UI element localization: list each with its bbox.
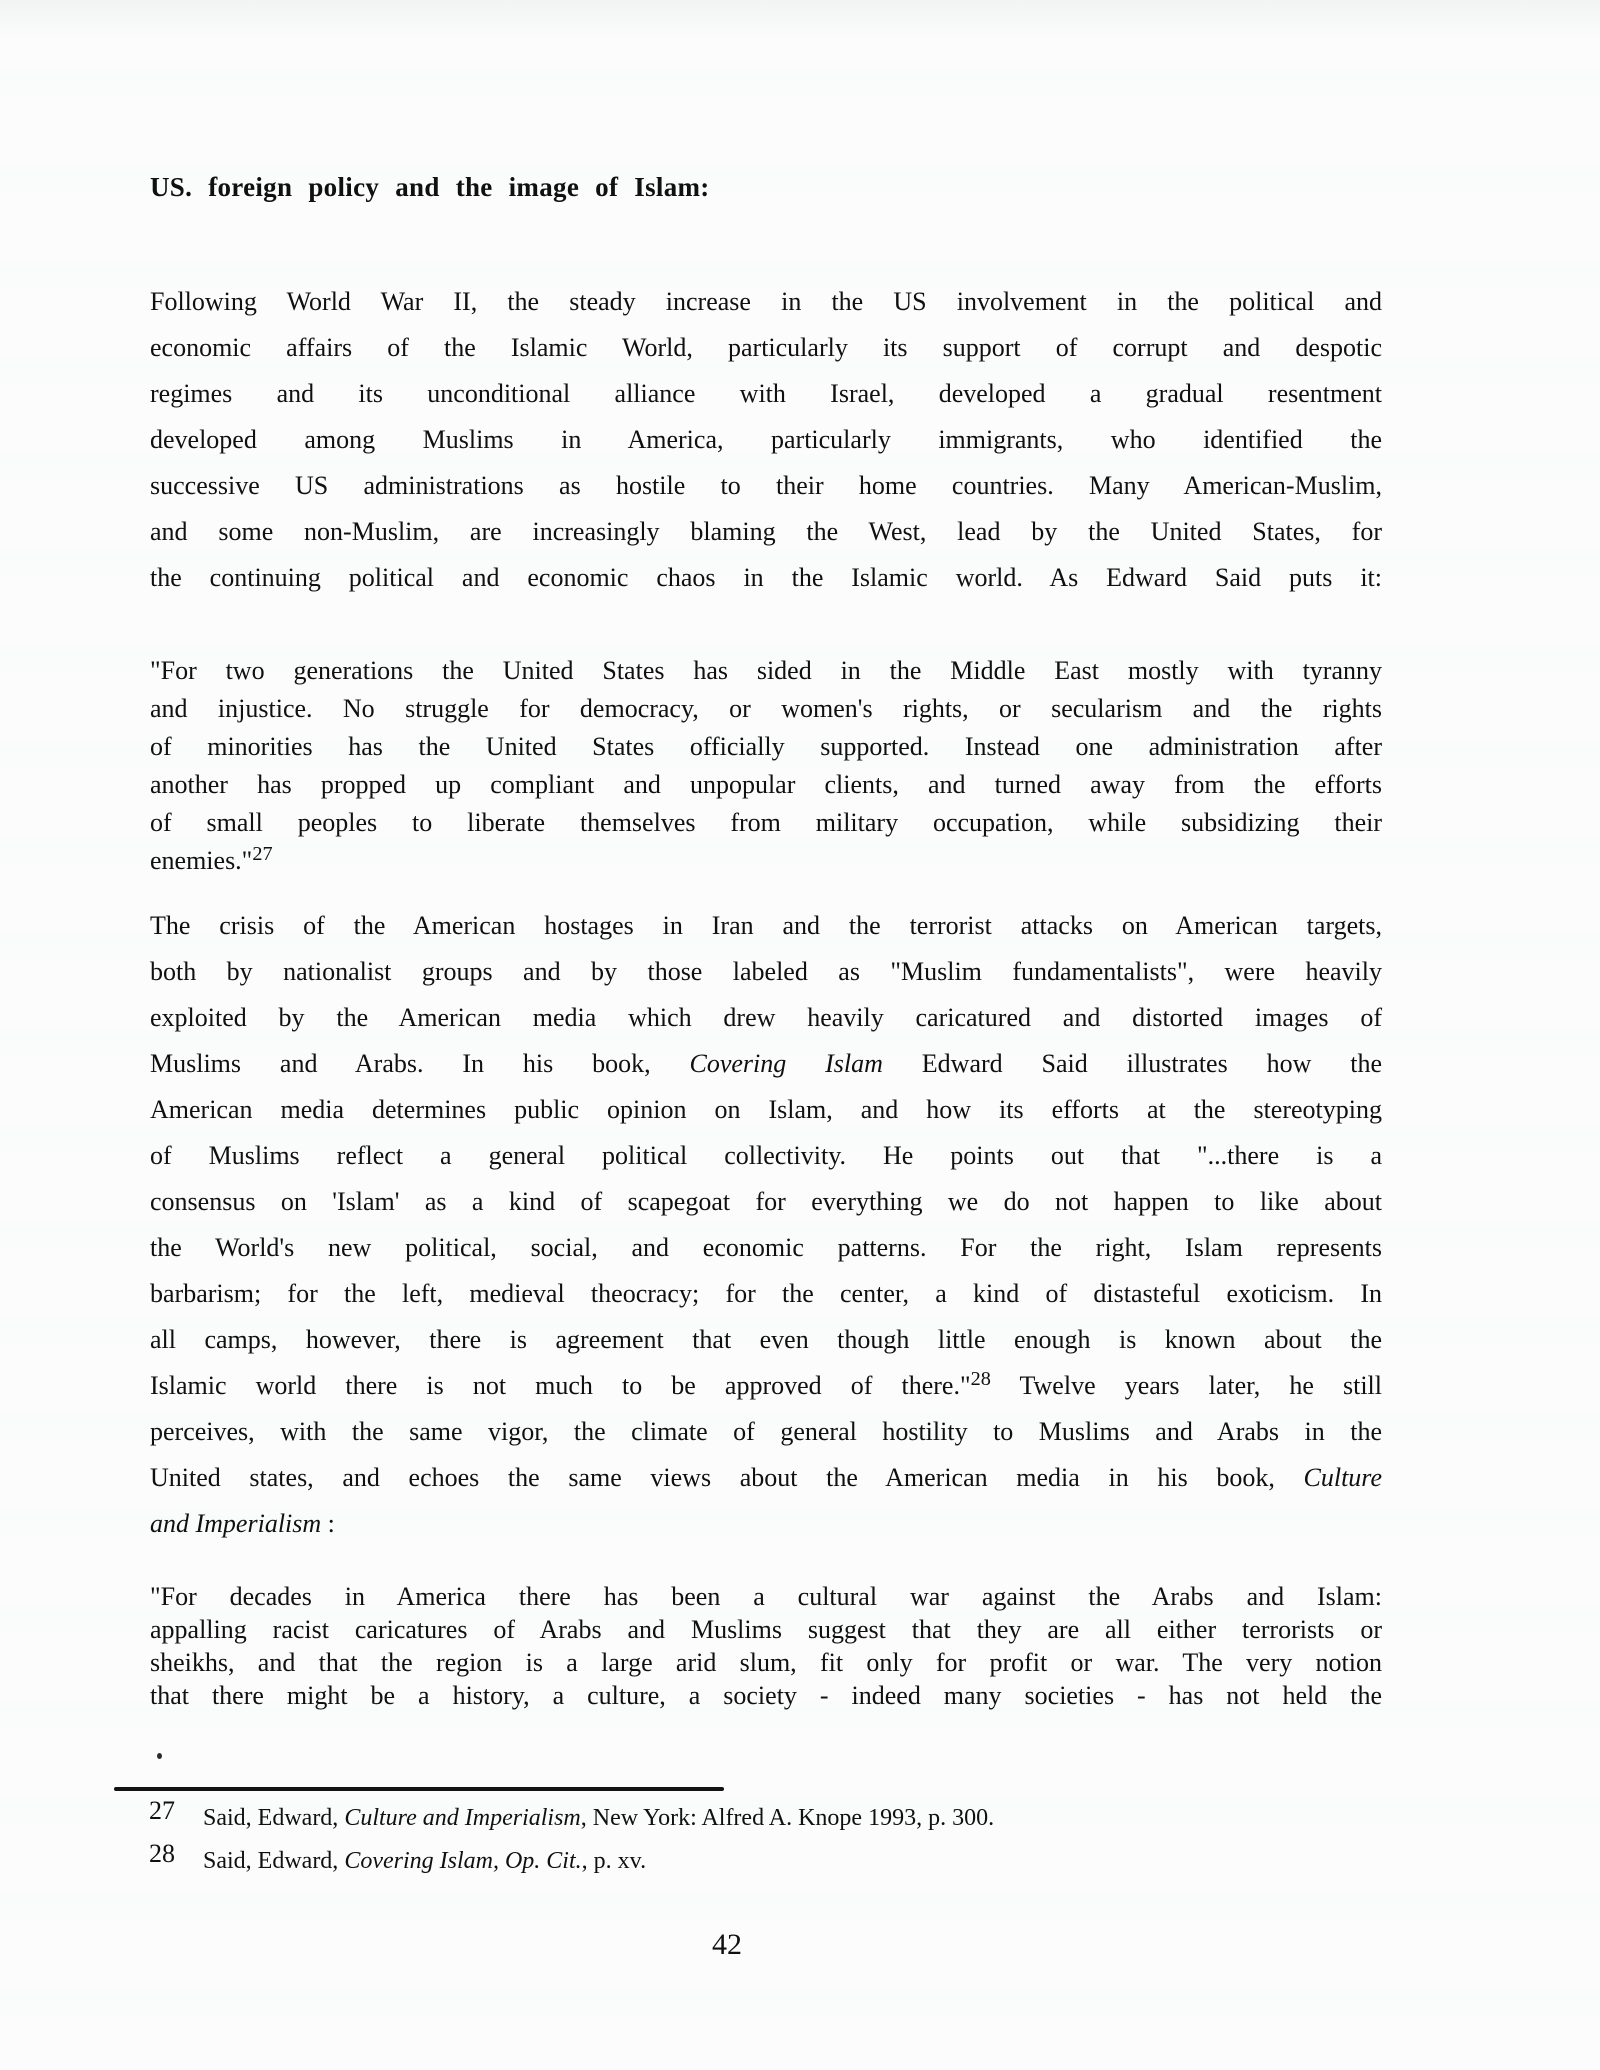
footnote-number: 27 bbox=[149, 1796, 175, 1825]
text-line bbox=[150, 1455, 1382, 1501]
text-segment: all camps, however, there is agreement that even though little enough is known about the bbox=[150, 1325, 1382, 1354]
text-line bbox=[150, 1363, 1382, 1409]
text-segment: exploited by the American media which drew heavily caricatured and distorted images of bbox=[150, 1003, 1382, 1032]
text-line bbox=[150, 1409, 1382, 1455]
text-segment: Covering Islam, Op. Cit. bbox=[344, 1848, 582, 1874]
footnote-number: 28 bbox=[149, 1839, 175, 1868]
text-segment: "For decades in America there has been a cultural war against the Arabs and Islam: bbox=[150, 1582, 1382, 1611]
text-line bbox=[150, 279, 1382, 325]
text-segment: and Imperialism bbox=[150, 1509, 322, 1538]
footnote-28 bbox=[149, 1839, 994, 1888]
footnote-separator bbox=[114, 1787, 724, 1791]
text-segment: : bbox=[321, 1509, 335, 1538]
text-segment: and injustice. No struggle for democracy, or women's rights, or secularism and the rights bbox=[150, 694, 1382, 723]
text-segment: "For two generations the United States has sided in the Middle East mostly with tyranny bbox=[150, 656, 1382, 685]
text-segment: successive US administrations as hostile to their home countries. Many American-Muslim, bbox=[150, 471, 1382, 500]
text-segment: Covering Islam bbox=[689, 1049, 883, 1078]
footnote-reference: 28 bbox=[970, 1367, 991, 1390]
text-line bbox=[150, 417, 1382, 463]
text-line bbox=[150, 804, 1382, 842]
text-line bbox=[150, 325, 1382, 371]
text-segment: Following World War II, the steady increase in the US involvement in the political and bbox=[150, 287, 1382, 316]
text-segment: of minorities has the United States officially supported. Instead one administration after bbox=[150, 732, 1382, 761]
text-segment: appalling racist caricatures of Arabs and Muslims suggest that they are all either terrorists or bbox=[150, 1615, 1382, 1644]
text-line bbox=[150, 371, 1382, 417]
text-line bbox=[150, 1646, 1382, 1679]
text-line bbox=[150, 509, 1382, 555]
section-heading: US. foreign policy and the image of Islam: bbox=[150, 172, 710, 202]
text-line bbox=[150, 766, 1382, 804]
text-line bbox=[150, 1225, 1382, 1271]
text-line bbox=[150, 1613, 1382, 1646]
text-line bbox=[150, 903, 1382, 949]
footnote-27 bbox=[149, 1796, 995, 1845]
text-segment: Muslims and Arabs. In his book, bbox=[150, 1049, 690, 1078]
page-number: 42 bbox=[712, 1928, 742, 1961]
text-segment: Islamic world there is not much to be approved of there." bbox=[150, 1371, 971, 1400]
footnote-text bbox=[203, 1848, 646, 1875]
text-segment: barbarism; for the left, medieval theocracy; for the center, a kind of distasteful exoticism. In bbox=[150, 1279, 1382, 1308]
text-segment: both by nationalist groups and by those labeled as "Muslim fundamentalists", were heavily bbox=[150, 957, 1382, 986]
text-line bbox=[150, 1317, 1382, 1363]
text-segment: Culture and Imperialism bbox=[344, 1805, 581, 1831]
text-segment: Said, Edward, bbox=[203, 1805, 345, 1831]
text-line bbox=[150, 1271, 1382, 1317]
text-line bbox=[150, 995, 1382, 1041]
text-segment: the continuing political and economic chaos in the Islamic world. As Edward Said puts it: bbox=[150, 563, 1382, 592]
scan-dot-artifact bbox=[157, 1753, 162, 1759]
text-segment: , New York: Alfred A. Knope 1993, p. 300. bbox=[580, 1805, 995, 1831]
text-segment: enemies." bbox=[150, 846, 253, 875]
footnotes bbox=[149, 1796, 995, 1888]
text-segment: that there might be a history, a culture, a society - indeed many societies - has not held the bbox=[150, 1681, 1382, 1710]
text-segment: another has propped up compliant and unpopular clients, and turned away from the efforts bbox=[150, 770, 1382, 799]
footnote-reference: 27 bbox=[252, 842, 273, 865]
text-segment: of Muslims reflect a general political collectivity. He points out that "...there is a bbox=[150, 1141, 1382, 1170]
text-segment: the World's new political, social, and economic patterns. For the right, Islam represents bbox=[150, 1233, 1382, 1262]
text-line bbox=[150, 1041, 1382, 1087]
footnote-text bbox=[203, 1805, 994, 1832]
text-segment: United states, and echoes the same views about the American media in his book, bbox=[150, 1463, 1304, 1492]
text-line bbox=[150, 1580, 1382, 1613]
said-quote-2 bbox=[150, 1580, 1382, 1712]
text-line bbox=[150, 690, 1382, 728]
text-segment: consensus on 'Islam' as a kind of scapegoat for everything we do not happen to like about bbox=[150, 1187, 1382, 1216]
text-line bbox=[150, 1179, 1382, 1225]
text-segment: economic affairs of the Islamic World, particularly its support of corrupt and despotic bbox=[150, 333, 1382, 362]
text-segment: The crisis of the American hostages in Iran and the terrorist attacks on American targets, bbox=[150, 911, 1382, 940]
text-segment: Edward Said illustrates how the bbox=[882, 1049, 1382, 1078]
intro-paragraph bbox=[150, 279, 1382, 601]
text-segment: American media determines public opinion on Islam, and how its efforts at the stereotyping bbox=[150, 1095, 1382, 1124]
text-segment: Twelve years later, he still bbox=[990, 1371, 1383, 1400]
media-paragraph bbox=[150, 903, 1382, 1547]
text-line bbox=[150, 1087, 1382, 1133]
text-segment: of small peoples to liberate themselves from military occupation, while subsidizing their bbox=[150, 808, 1382, 837]
text-line bbox=[150, 1679, 1382, 1712]
text-line bbox=[150, 463, 1382, 509]
text-segment: and some non-Muslim, are increasingly blaming the West, lead by the United States, for bbox=[150, 517, 1382, 546]
text-segment: , p. xv. bbox=[581, 1848, 647, 1874]
text-line bbox=[150, 1133, 1382, 1179]
text-line bbox=[150, 949, 1382, 995]
text-segment: sheikhs, and that the region is a large arid slum, fit only for profit or war. The very notion bbox=[150, 1648, 1382, 1677]
text-line bbox=[150, 728, 1382, 766]
text-segment: Said, Edward, bbox=[203, 1848, 345, 1874]
text-line bbox=[150, 652, 1382, 690]
text-segment: developed among Muslims in America, particularly immigrants, who identified the bbox=[150, 425, 1382, 454]
text-line bbox=[150, 555, 1382, 601]
text-line bbox=[150, 842, 1382, 880]
said-quote-1 bbox=[150, 652, 1382, 880]
text-segment: Culture bbox=[1303, 1463, 1382, 1492]
text-line bbox=[150, 1501, 1382, 1547]
text-segment: regimes and its unconditional alliance with Israel, developed a gradual resentment bbox=[150, 379, 1382, 408]
text-segment: perceives, with the same vigor, the climate of general hostility to Muslims and Arabs in the bbox=[150, 1417, 1382, 1446]
